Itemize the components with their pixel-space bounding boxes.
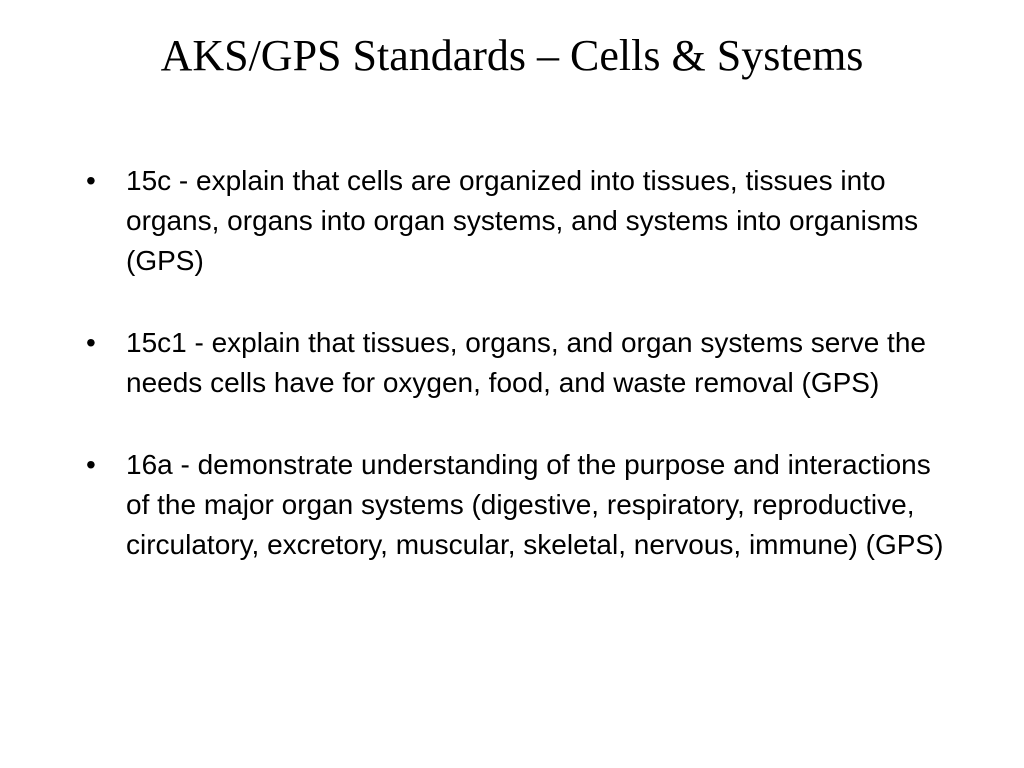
bullet-item	[86, 445, 946, 565]
bullet-icon: •	[86, 449, 96, 480]
bullet-icon: •	[86, 165, 96, 196]
bullet-item	[86, 161, 946, 281]
slide-title: AKS/GPS Standards – Cells & Systems	[160, 31, 864, 80]
bullet-text: 16a - demonstrate understanding of the purpose and interactions of the major organ systems (digestive, respiratory, reproductive, circulatory, excretory, muscular, skeletal, nervous, immune) (GPS)	[126, 449, 944, 560]
bullet-item	[86, 323, 946, 403]
bullet-list	[86, 161, 946, 607]
bullet-icon: •	[86, 327, 96, 358]
bullet-text: 15c1 - explain that tissues, organs, and organ systems serve the needs cells have for oxygen, food, and waste removal (GPS)	[126, 327, 926, 398]
bullet-text: 15c - explain that cells are organized into tissues, tissues into organs, organs into organ systems, and systems into organisms (GPS)	[126, 165, 919, 276]
